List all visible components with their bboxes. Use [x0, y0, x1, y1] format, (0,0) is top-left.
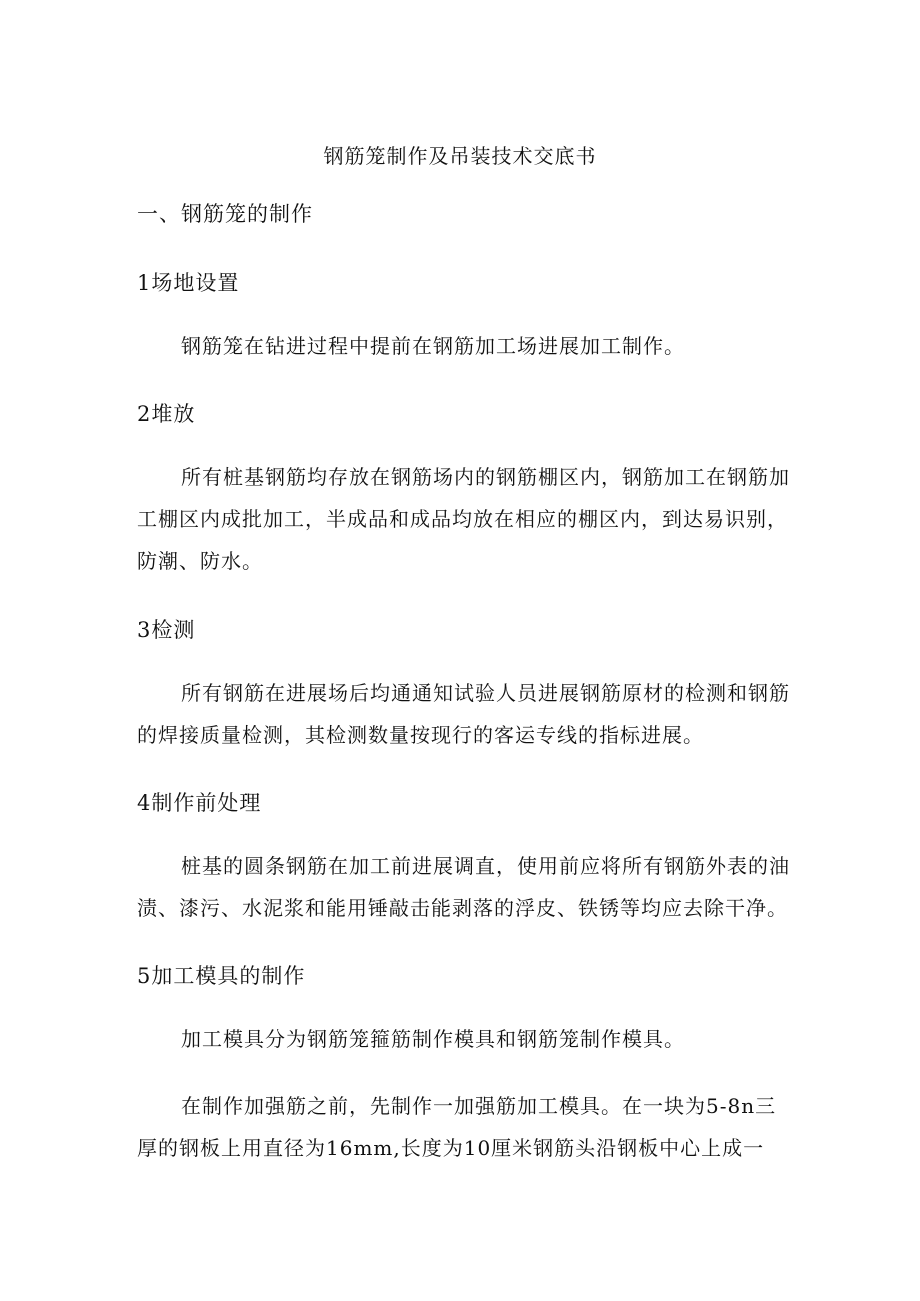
paragraph-mould-types: 加工模具分为钢筋笼箍筋制作模具和钢筋笼制作模具。 — [181, 1027, 685, 1051]
document-title: 钢筋笼制作及吊装技术交底书 — [323, 144, 597, 168]
paragraph-site-setup: 钢筋笼在钻进过程中提前在钢筋加工场进展加工制作。 — [181, 334, 685, 358]
section-heading-1: 一、钢筋笼的制作 — [137, 202, 313, 226]
paragraph-pretreatment: 桩基的圆条钢筋在加工前进展调直，使用前应将所有钢筋外表的油渍、漆污、水泥浆和能用锤敲击能剥落的浮皮、铁锈等均应去除干净。 — [137, 854, 790, 920]
paragraph-mould-making: 在制作加强筋之前，先制作一加强筋加工模具。在一块为5-8n三厚的钢板上用直径为16mm,长度为10厘米钢筋头沿钢板中心上成一 — [137, 1094, 777, 1160]
subsection-heading-1: 1场地设置 — [137, 271, 240, 295]
subsection-heading-2: 2堆放 — [137, 402, 196, 426]
paragraph-inspection: 所有钢筋在进展场后均通通知试验人员进展钢筋原材的检测和钢筋的焊接质量检测，其检测数量按现行的客运专线的指标进展。 — [137, 681, 790, 747]
subsection-heading-5: 5加工模具的制作 — [137, 964, 306, 988]
subsection-heading-4: 4制作前处理 — [137, 791, 262, 815]
paragraph-storage: 所有桩基钢筋均存放在钢筋场内的钢筋棚区内，钢筋加工在钢筋加工棚区内成批加工，半成品和成品均放在相应的棚区内，到达易识别，防潮、防水。 — [137, 465, 790, 573]
subsection-heading-3: 3检测 — [137, 618, 196, 642]
